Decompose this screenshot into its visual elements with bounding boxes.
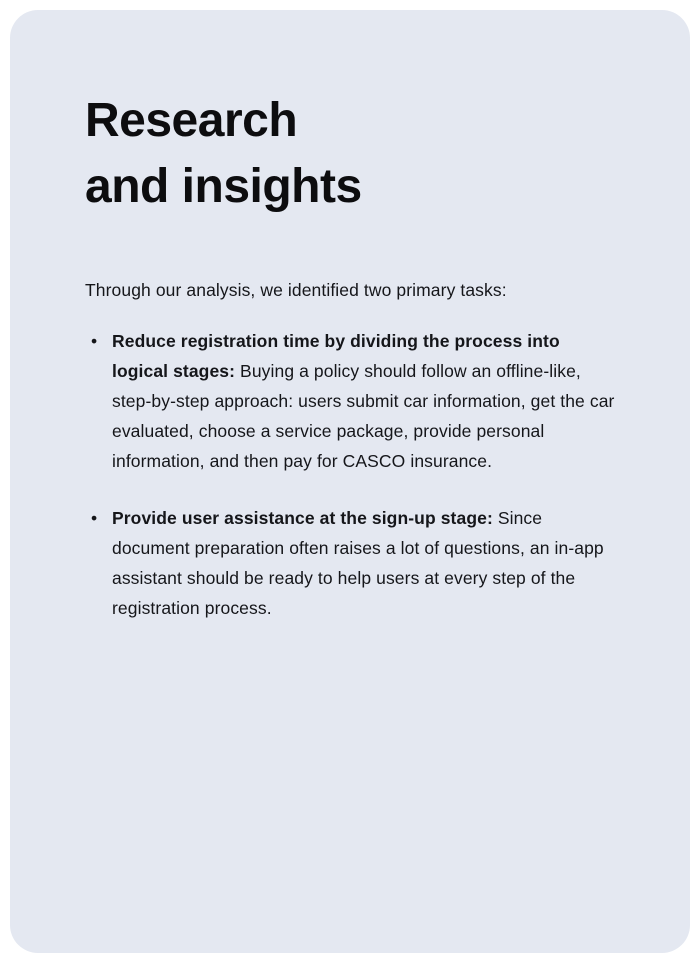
tasks-list <box>85 326 615 624</box>
task-lead: Reduce registration time by dividing the process into logical stages: <box>112 330 560 381</box>
list-item <box>85 503 615 623</box>
page-title-line-2: and insights <box>85 160 362 214</box>
intro-paragraph: Through our analysis, we identified two primary tasks: <box>85 280 507 301</box>
page-title <box>85 88 615 220</box>
card-content <box>85 88 615 624</box>
list-item <box>85 326 615 476</box>
bullet-icon: • <box>91 330 98 351</box>
research-insights-card <box>10 10 690 953</box>
task-body: Buying a policy should follow an offline-like, step-by-step approach: users submit car information, get the car evaluated, choose a service package, provide personal information, and then pay for CASCO insurance. <box>112 360 615 472</box>
task-lead: Provide user assistance at the sign-up stage: <box>112 508 493 529</box>
task-body: Since document preparation often raises a lot of questions, an in-app assistant should be ready to help users at every step of the registration process. <box>112 508 604 619</box>
page-title-line-1: Research <box>85 94 298 147</box>
bullet-icon: • <box>91 508 98 529</box>
